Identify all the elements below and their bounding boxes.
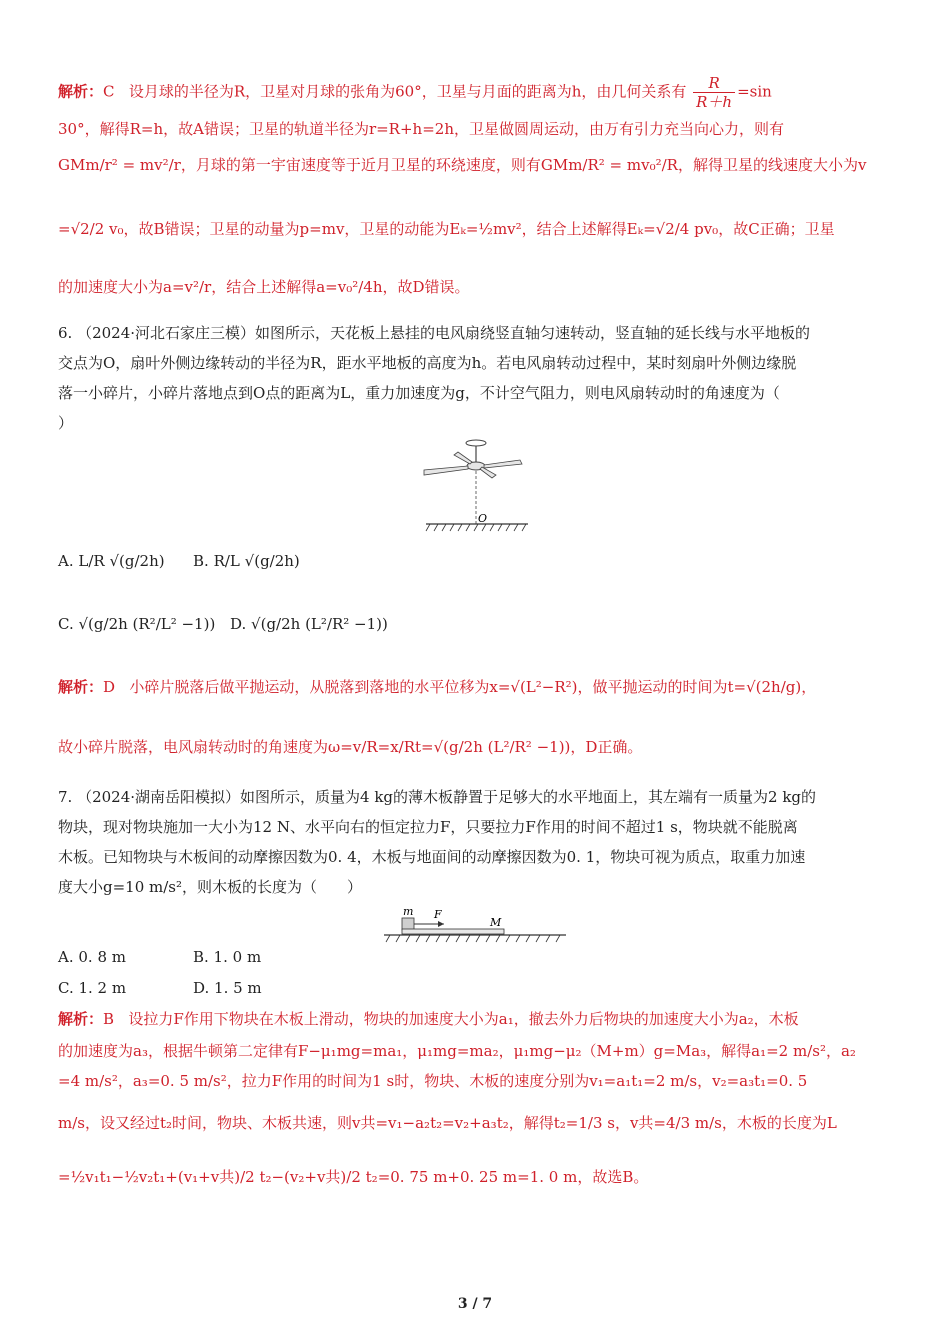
mass-big-m-label: M [490, 916, 502, 929]
q7-stem-line4: 度大小g=10 m/s²，则木板的长度为（ ） [58, 878, 363, 896]
mass-m-label: m [403, 905, 414, 918]
sol5-text3b: ，月球的第一宇宙速度等于近月卫星的环绕速度，则有 [180, 156, 541, 174]
sol5-answer: C [103, 82, 115, 101]
block-board-figure [382, 904, 568, 946]
q6-option-c[interactable]: C. √(g/2h (R²/L² −1)) [58, 615, 216, 633]
sol5-eq1: GMm/r² = mv²/r [58, 156, 181, 174]
ceiling-fan-figure [420, 438, 530, 534]
sol5-line2: 30°，解得R=h，故A错误；卫星的轨道半径为r=R+h=2h，卫星做圆周运动，由万有引力充当向心力，则有 [58, 120, 784, 138]
q7-stem-line2: 物块，现对物块施加一大小为12 N、水平向右的恒定拉力F，只要拉力F作用的时间不超过1 s，物块就不能脱离 [58, 818, 798, 836]
q7-stem-line3: 木板。已知物块与木板间的动摩擦因数为0. 4，木板与地面间的动摩擦因数为0. 1，物块可视为质点，取重力加速 [58, 848, 806, 866]
q6-option-b[interactable]: B. R/L √(g/2h) [193, 552, 300, 570]
q6-option-d[interactable]: D. √(g/2h (L²/R² −1)) [230, 615, 388, 633]
q7-solution-line2: 的加速度为a₃，根据牛顿第二定律有F−μ₁mg=ma₁，μ₁mg=ma₂，μ₁mg−μ₂（M+m）g=Ma₃，解得a₁=2 m/s²，a₂ [58, 1042, 856, 1060]
sol5-eq2: GMm/R² = mv₀²/R [540, 156, 678, 174]
q7-stem-line1: 7. （2024·湖南岳阳模拟）如图所示，质量为4 kg的薄木板静置于足够大的水平地面上，其左端有一质量为2 kg的 [58, 788, 817, 806]
point-o-label: O [478, 512, 488, 525]
sol5-label: 解析： [58, 82, 104, 101]
sol5-line4: =√2/2 v₀，故B错误；卫星的动量为p=mv，卫星的动能为Eₖ=½mv²，结合上述解得Eₖ=√2/4 pv₀，故C正确；卫星 [58, 220, 835, 238]
q7-option-b[interactable]: B. 1. 0 m [193, 948, 262, 966]
q7-option-c[interactable]: C. 1. 2 m [58, 979, 127, 997]
q7-option-a[interactable]: A. 0. 8 m [58, 948, 126, 966]
q7-option-d[interactable]: D. 1. 5 m [193, 979, 262, 997]
sol5-line1 [58, 74, 892, 111]
page-number: 3 / 7 [457, 1296, 493, 1312]
q6-solution-line2: 故小碎片脱落，电风扇转动时的角速度为ω=v/R=x/Rt=√(g/2h (L²/R² −1))，D正确。 [58, 738, 643, 756]
sol5-fraction-r: $\frac{R}{R+h}$ [693, 74, 735, 111]
q7-solution-line5: =½v₁t₁−½v₂t₁+(v₁+v共)/2 t₂−(v₂+v共)/2 t₂=0. 75 m+0. 25 m=1. 0 m，故选B。 [58, 1168, 649, 1186]
force-f-label: F [434, 908, 442, 921]
sol5-text1-tail: =sin [737, 82, 772, 101]
q7-solution-line4: m/s，设又经过t₂时间，物块、木板共速，则v共=v₁−a₂t₂=v₂+a₃t₂，解得t₂=1/3 s，v共=4/3 m/s，木板的长度为L [58, 1114, 837, 1132]
sol5-line5: 的加速度大小为a=v²/r，结合上述解得a=v₀²/4h，故D错误。 [58, 278, 470, 296]
q6-solution-line1: 解析：D 小碎片脱落后做平抛运动，从脱落到落地的水平位移为x=√(L²−R²)，做平抛运动的时间为t=√(2h/g)， [58, 678, 817, 696]
q6-stem-line2: 交点为O，扇叶外侧边缘转动的半径为R，距水平地板的高度为h。若电风扇转动过程中，某时刻扇叶外侧边缘脱 [58, 354, 797, 372]
q6-stem-line3: 落一小碎片，小碎片落地点到O点的距离为L，重力加速度为g，不计空气阻力，则电风扇转动时的角速度为（ [58, 384, 780, 402]
sol5-text3d: ，解得卫星的线速度大小为v [677, 156, 867, 174]
q7-solution-line3: =4 m/s²，a₃=0. 5 m/s²，拉力F作用的时间为1 s时，物块、木板的速度分别为v₁=a₁t₁=2 m/s，v₂=a₃t₁=0. 5 [58, 1072, 808, 1090]
sol5-line3 [58, 154, 892, 176]
sol5-text1: 设月球的半径为R，卫星对月球的张角为60°，卫星与月面的距离为h，由几何关系有 [128, 82, 687, 101]
q6-stem-line4: ） [58, 414, 74, 432]
q6-stem-line1: 6. （2024·河北石家庄三模）如图所示，天花板上悬挂的电风扇绕竖直轴匀速转动，竖直轴的延长线与水平地板的 [58, 324, 811, 342]
q6-option-a[interactable]: A. L/R √(g/2h) [58, 552, 165, 570]
q7-solution-line1: 解析：B 设拉力F作用下物块在木板上滑动，物块的加速度大小为a₁，撤去外力后物块的加速度大小为a₂，木板 [58, 1010, 799, 1028]
